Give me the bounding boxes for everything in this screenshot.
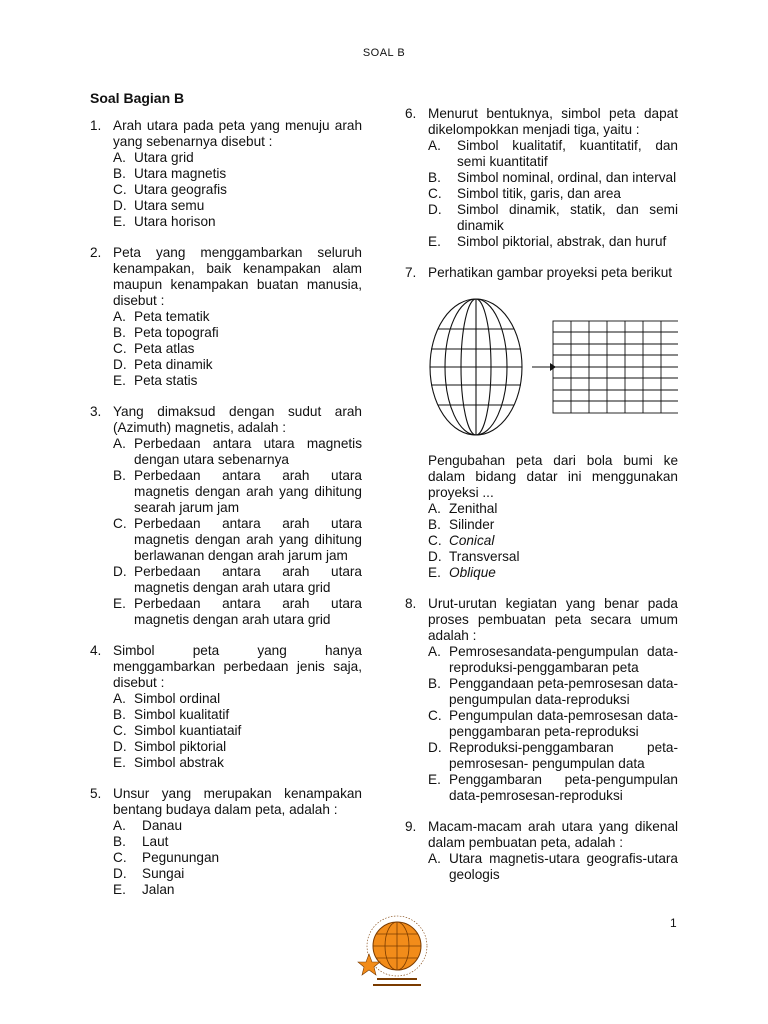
option-item — [113, 755, 362, 771]
option-letter: E. — [428, 772, 441, 787]
option-item — [113, 150, 362, 166]
option-item — [113, 516, 362, 564]
option-text: Zenithal — [449, 501, 498, 516]
question-4 — [90, 643, 362, 771]
option-letter: E. — [113, 214, 126, 229]
option-text: Peta dinamik — [134, 357, 213, 372]
options-list — [113, 150, 362, 230]
left-column — [90, 90, 362, 913]
option-text: Perbedaan antara arah utara magnetis dengan arah yang dihitung berlawanan dengan arah jarum jam — [134, 516, 362, 563]
option-item — [113, 341, 362, 357]
option-letter: E. — [113, 755, 126, 770]
option-text: Simbol kualitatif — [134, 707, 230, 722]
question-number: 2. — [90, 245, 102, 260]
question-list-left — [90, 118, 362, 898]
option-text: Utara magnetis — [134, 166, 227, 181]
option-text: Reproduksi-penggambaran peta-pemrosesan- pengumpulan data — [449, 740, 678, 771]
option-text: Sungai — [142, 866, 185, 881]
question-number: 3. — [90, 404, 102, 419]
option-item — [428, 517, 678, 533]
question-number: 1. — [90, 118, 102, 133]
option-text: Pegunungan — [142, 850, 220, 865]
options-list — [113, 818, 362, 898]
option-letter: B. — [113, 834, 126, 849]
right-column — [405, 106, 678, 898]
option-letter: C. — [428, 708, 442, 723]
question-3 — [90, 404, 362, 628]
option-item — [113, 468, 362, 516]
projection-figure — [428, 297, 678, 437]
option-text: Laut — [142, 834, 169, 849]
option-letter: B. — [113, 707, 126, 722]
question-text: Simbol peta yang hanya menggambarkan perbedaan jenis saja, disebut : — [113, 643, 362, 690]
option-item — [113, 166, 362, 182]
option-letter: C. — [428, 186, 442, 201]
question-9 — [405, 819, 678, 883]
options-list — [113, 309, 362, 389]
option-text: Jalan — [142, 882, 175, 897]
option-letter: D. — [113, 739, 127, 754]
page-header: SOAL B — [362, 47, 406, 59]
option-item — [428, 186, 678, 202]
option-letter: C. — [113, 516, 127, 531]
option-text: Penggandaan peta-pemrosesan data-pengumpulan data-reproduksi — [449, 676, 678, 707]
option-letter: B. — [428, 170, 441, 185]
question-text: Urut-urutan kegiatan yang benar pada proses pembuatan peta secara umum adalah : — [428, 596, 678, 643]
options-list — [113, 691, 362, 771]
section-title: Soal Bagian B — [90, 90, 185, 106]
option-text: Perbedaan antara arah utara magnetis dengan arah utara grid — [134, 564, 362, 595]
option-text: Silinder — [449, 517, 495, 532]
option-text: Perbedaan antara arah utara magnetis dengan arah yang dihitung searah jarum jam — [134, 468, 362, 515]
question-text-continued: Pengubahan peta dari bola bumi ke dalam bidang datar ini menggunakan proyeksi ... — [428, 453, 678, 500]
option-text: Utara geografis — [134, 182, 227, 197]
option-item — [113, 325, 362, 341]
option-text: Pemrosesandata-pengumpulan data-reproduksi-penggambaran peta — [449, 644, 678, 675]
option-text: Peta statis — [134, 373, 198, 388]
options-list — [428, 644, 678, 804]
option-item — [113, 707, 362, 723]
option-letter: B. — [428, 676, 441, 691]
question-6 — [405, 106, 678, 250]
question-2 — [90, 245, 362, 389]
option-text: Peta atlas — [134, 341, 195, 356]
globe-icon — [430, 299, 522, 435]
option-item — [113, 309, 362, 325]
option-text: Utara horison — [134, 214, 216, 229]
option-letter: B. — [113, 325, 126, 340]
option-text: Simbol abstrak — [134, 755, 224, 770]
option-letter: A. — [428, 138, 441, 153]
option-item — [113, 739, 362, 755]
question-8 — [405, 596, 678, 804]
option-item — [113, 866, 362, 882]
options-list — [428, 851, 678, 883]
option-item — [428, 644, 678, 676]
question-text: Unsur yang merupakan kenampakan bentang budaya dalam peta, adalah : — [113, 786, 362, 817]
option-letter: D. — [428, 740, 442, 755]
option-item — [113, 850, 362, 866]
question-number: 8. — [405, 596, 417, 611]
option-letter: B. — [113, 166, 126, 181]
option-text: Peta tematik — [134, 309, 210, 324]
question-5 — [90, 786, 362, 898]
option-letter: D. — [113, 866, 127, 881]
question-number: 7. — [405, 265, 417, 280]
option-item — [113, 818, 362, 834]
question-1 — [90, 118, 362, 230]
option-text: Simbol kualitatif, kuantitatif, dan semi kuantitatif — [457, 138, 678, 169]
option-item — [428, 234, 678, 250]
option-item — [428, 851, 678, 883]
grid-map-icon — [553, 321, 678, 413]
option-text: Simbol piktorial — [134, 739, 227, 754]
option-text: Oblique — [449, 565, 496, 580]
option-item — [428, 772, 678, 804]
option-letter: A. — [113, 309, 126, 324]
option-letter: C. — [113, 182, 127, 197]
option-letter: E. — [113, 596, 126, 611]
option-item — [428, 549, 678, 565]
option-letter: D. — [113, 357, 127, 372]
options-list — [428, 138, 678, 250]
option-text: Simbol piktorial, abstrak, dan huruf — [457, 234, 667, 249]
option-text: Simbol dinamik, statik, dan semi dinamik — [457, 202, 678, 233]
option-item — [428, 501, 678, 517]
option-letter: C. — [113, 850, 127, 865]
option-letter: A. — [428, 644, 441, 659]
option-letter: D. — [113, 564, 127, 579]
question-text: Macam-macam arah utara yang dikenal dalam pembuatan peta, adalah : — [428, 819, 678, 850]
option-text: Danau — [142, 818, 183, 833]
university-globe-logo-icon — [355, 912, 435, 996]
option-letter: E. — [113, 882, 126, 897]
option-item — [428, 708, 678, 740]
option-letter: B. — [113, 468, 126, 483]
option-letter: A. — [428, 851, 441, 866]
option-text: Conical — [449, 533, 495, 548]
question-text: Peta yang menggambarkan seluruh kenampakan, baik kenampakan alam maupun kenampakan buatan manusia, disebut : — [113, 245, 362, 308]
option-letter: A. — [113, 691, 126, 706]
question-number: 5. — [90, 786, 102, 801]
option-item — [428, 565, 678, 581]
option-item — [113, 564, 362, 596]
options-list — [113, 436, 362, 628]
arrow-icon — [532, 363, 556, 371]
option-item — [428, 676, 678, 708]
option-item — [428, 740, 678, 772]
page-number: 1 — [670, 916, 677, 930]
option-item — [113, 834, 362, 850]
option-text: Penggambaran peta-pengumpulan data-pemrosesan-reproduksi — [449, 772, 678, 803]
option-text: Simbol ordinal — [134, 691, 221, 706]
option-item — [113, 596, 362, 628]
option-letter: A. — [428, 501, 441, 516]
option-item — [113, 882, 362, 898]
option-text: Pengumpulan data-pemrosesan data-penggambaran peta-reproduksi — [449, 708, 678, 739]
option-text: Utara magnetis-utara geografis-utara geologis — [449, 851, 678, 882]
option-item — [113, 723, 362, 739]
option-item — [428, 202, 678, 234]
option-item — [113, 691, 362, 707]
question-text: Arah utara pada peta yang menuju arah yang sebenarnya disebut : — [113, 118, 362, 149]
option-text: Perbedaan antara arah utara magnetis dengan arah utara grid — [134, 596, 362, 627]
question-number: 9. — [405, 819, 417, 834]
option-letter: C. — [113, 341, 127, 356]
question-text: Yang dimaksud dengan sudut arah (Azimuth) magnetis, adalah : — [113, 404, 362, 435]
option-text: Simbol nominal, ordinal, dan interval — [457, 170, 677, 185]
option-item — [428, 138, 678, 170]
option-item — [428, 533, 678, 549]
option-item — [113, 357, 362, 373]
option-text: Utara grid — [134, 150, 194, 165]
option-item — [113, 198, 362, 214]
options-list — [428, 501, 678, 581]
question-7 — [405, 265, 678, 581]
option-letter: C. — [113, 723, 127, 738]
option-letter: D. — [113, 198, 127, 213]
question-text: Menurut bentuknya, simbol peta dapat dikelompokkan menjadi tiga, yaitu : — [428, 106, 678, 137]
option-letter: D. — [428, 549, 442, 564]
question-number: 6. — [405, 106, 417, 121]
option-letter: D. — [428, 202, 442, 217]
option-item — [113, 214, 362, 230]
option-item — [113, 373, 362, 389]
question-text: Perhatikan gambar proyeksi peta berikut — [428, 265, 673, 280]
option-letter: A. — [113, 818, 126, 833]
option-item — [428, 170, 678, 186]
option-letter: C. — [428, 533, 442, 548]
option-letter: A. — [113, 150, 126, 165]
option-text: Transversal — [449, 549, 520, 564]
option-text: Perbedaan antara utara magnetis dengan utara sebenarnya — [134, 436, 362, 467]
option-letter: E. — [113, 373, 126, 388]
question-number: 4. — [90, 643, 102, 658]
option-text: Utara semu — [134, 198, 205, 213]
option-item — [113, 182, 362, 198]
option-text: Simbol kuantiataif — [134, 723, 242, 738]
option-letter: B. — [428, 517, 441, 532]
option-letter: E. — [428, 565, 441, 580]
option-text: Peta topografi — [134, 325, 219, 340]
option-letter: A. — [113, 436, 126, 451]
option-letter: E. — [428, 234, 441, 249]
option-text: Simbol titik, garis, dan area — [457, 186, 621, 201]
option-item — [113, 436, 362, 468]
